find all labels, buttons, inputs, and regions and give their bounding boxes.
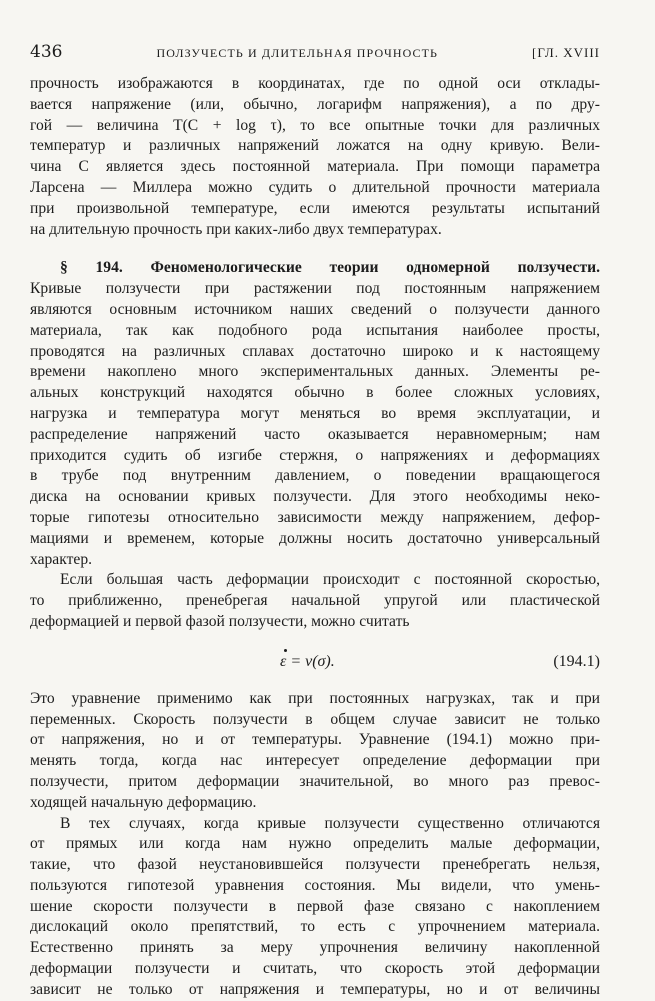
text-line: проводятся на различных сплавах достаточно широко и к настоящему <box>30 342 600 360</box>
text-line: зависит не только от напряжения и температуры, но и от величины <box>30 980 600 998</box>
running-title: ПОЛЗУЧЕСТЬ И ДЛИТЕЛЬНАЯ ПРОЧНОСТЬ <box>156 46 439 60</box>
text-line: Если большая часть деформации происходит с постоянной скоростью, <box>60 571 600 589</box>
text-line: Ларсена — Миллера можно судить о длительной прочности материала <box>30 178 600 196</box>
text-line: пользуются гипотезой уравнения состояния. Мы видели, что умень- <box>30 876 600 894</box>
text-line: прочность изображаются в координатах, где по одной оси отклады- <box>30 75 600 92</box>
text-line: мациями и временем, которые должны носить достаточно универсальный <box>30 529 600 547</box>
text-line: ходящей начальную деформацию. <box>30 793 257 811</box>
text-line: шение скорости ползучести в первой фазе связано с накоплением <box>30 897 600 915</box>
text-line: при произвольной температуре, если имеются результаты испытаний <box>30 199 600 217</box>
text-line: гой — величина T(C + log τ), то все опытные точки для различных <box>30 116 600 134</box>
text-line: Это уравнение применимо как при постоянных нагрузках, так и при <box>30 689 600 707</box>
text-line: такие, что фазой неустановившейся ползучести пренебрегать нельзя, <box>30 856 600 874</box>
text-line: нагрузка и температура могут меняться во время эксплуатации, и <box>30 404 600 422</box>
section-heading: § 194. Феноменологические теории одномерной ползучести. <box>60 259 600 277</box>
text-line: Кривые ползучести при растяжении под постоянным напряжением <box>30 280 600 298</box>
strain-rate-symbol: ε <box>280 652 286 673</box>
text-line: в трубе под внутренним давлением, о поведении вращающегося <box>30 467 600 485</box>
page-header <box>30 42 600 62</box>
text-line: времени накоплено много экспериментальных данных. Элементы ре- <box>30 363 600 381</box>
text-line: являются основным источником наших сведений о ползучести данного <box>30 300 600 318</box>
text-line: характер. <box>30 550 93 568</box>
text-line: переменных. Скорость ползучести в общем случае зависит не только <box>30 710 600 728</box>
equation-number: (194.1) <box>553 653 600 671</box>
text-line: от напряжения, но и от температуры. Уравнение (194.1) можно при- <box>30 731 600 749</box>
equation-194-1 <box>30 637 600 689</box>
text-line: распределение напряжений часто оказывается неравномерным; нам <box>30 425 600 443</box>
text-line: то приближенно, пренебрегая начальной упругой или пластической <box>30 592 600 610</box>
text-line: торые гипотезы относительно зависимости между напряжением, дефор- <box>30 508 600 526</box>
page-body <box>30 74 600 1001</box>
text-line: дислокаций около препятствий, то есть с упрочнением материала. <box>30 918 600 936</box>
text-line: ползучести, притом деформации значительной, во много раз превос- <box>30 772 600 790</box>
text-line: вается напряжение (или, обычно, логарифм напряжения), а по дру- <box>30 95 600 113</box>
text-line: деформацией и первой фазой ползучести, можно считать <box>30 612 410 630</box>
text-line: деформации ползучести и считать, что скорость этой деформации <box>30 960 600 978</box>
equation-expression <box>280 652 335 673</box>
text-line: от прямых или когда нам нужно определить малые деформации, <box>30 835 600 853</box>
page-number: 436 <box>30 42 63 62</box>
text-line: температур и различных напряжений ложатся на одну кривую. Вели- <box>30 137 600 155</box>
text-line: альных конструкций находятся обычно в более сложных условиях, <box>30 384 600 402</box>
section-194 <box>30 258 600 1000</box>
equation-rhs: = v(σ). <box>286 653 335 671</box>
chapter-reference: [ГЛ. XVIII <box>532 45 600 60</box>
text-line: приходится судить об изгибе стержня, о напряжениях и деформациях <box>30 446 600 464</box>
text-line: В тех случаях, когда кривые ползучести существенно отличаются <box>60 814 600 832</box>
text-line: Естественно принять за меру упрочнения величину накопленной <box>30 939 600 957</box>
text-line: чина C является здесь постоянной материала. При помощи параметра <box>30 158 600 176</box>
paragraph-intro <box>30 74 600 240</box>
text-line: материала, так как подобного рода испытания наиболее просты, <box>30 321 600 339</box>
text-line: на длительную прочность при каких-либо двух температурах. <box>30 220 442 238</box>
text-line: менять тогда, когда нас интересует определение деформации при <box>30 752 600 770</box>
text-line: диска на основании кривых ползучести. Для этого необходимы неко- <box>30 488 600 506</box>
